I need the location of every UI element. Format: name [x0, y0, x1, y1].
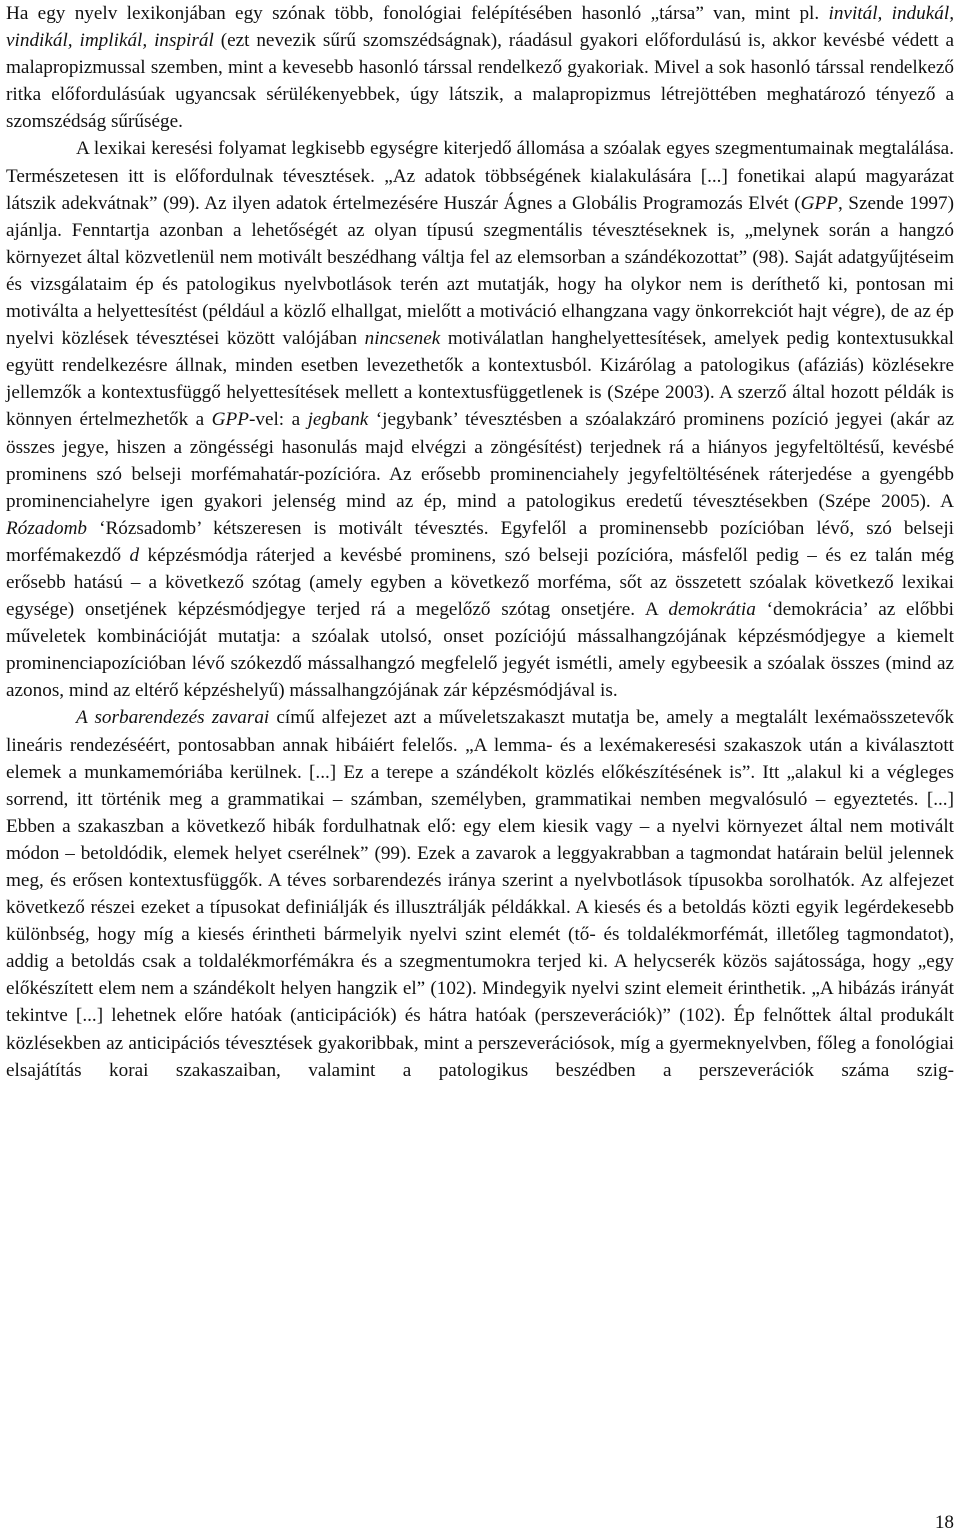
italic-example-word: Rózadomb [6, 517, 88, 539]
text-run: motiválatlan hanghelyettesítések, amelyek pedig kontextusukkal együtt rendelkezésre állnak, minden esetben levezethetők a kontextusból. Kizárólag a patologikus (afáziás) közlésekre jellemzők a kontextusfüggő helyettesítések mellett a kontextusfüggetlenek is (Szépe 2003). A szerző által hozott példák is könnyen értelmezhetők a [6, 328, 954, 431]
italic-term: GPP [800, 192, 838, 214]
text-run: ‘demokrácia’ az előbbi műveletek kombinációját mutatja: a szóalak utolsó, onset pozíciójú mássalhangzójának képzésmódjegye a kiemelt prominenciapozícióban lévő szókezdő mássalhangzó megfelelő jegyét ismétli, amely egybeesik a szóalak összes (mind az azonos, mind az eltérő képzéshelyű) mássalhangzójának zár képzésmódjával is. [6, 599, 954, 702]
italic-subsection-title: A sorbarendezés zavarai [76, 707, 270, 729]
paragraph-malapropism [6, 0, 954, 135]
text-run: A lexikai keresési folyamat legkisebb egységre kiterjedő állomása a szóalak egyes szegmentumainak megtalálása. Természetesen itt is előfordulnak tévesztések. „Az adatok többségének kialakulására [...] fonetikai alapú magyarázat látszik adekvátnak” (99). Az ilyen adatok értelmezésére Huszár Ágnes a Globális Programozás Elvét ( [6, 138, 954, 214]
text-run: -vel: a [248, 409, 308, 431]
text-run: , Szende 1997) ajánlja. Fenntartja azonban a lehetőségét az olyan típusú szegmentális tévesztéseknek is, „melynek során a hangzó környezet által közvetlenül nem motivált beszédhang váltja fel az elemsorban a szándékozottat” (98). Saját adatgyűjtéseim és vizsgálataim ép és patologikus nyelvbotlások terén azt mutatják, hogy ha olykor nem is deríthető ki, pontosan mi motiválta a helyettesítést (például a közlő elhallgat, mielőtt a motiváció elhangzana vagy önkorrekciót hajt végre), de az ép nyelvi közlések tévesztései között valójában [6, 192, 954, 350]
italic-example-word: demokrátia [668, 599, 756, 621]
text-run: (ezt nevezik sűrű szomszédságnak), ráadásul gyakori előfordulású is, akkor kevésbé védett a malapropizmussal szemben, mint a kevesebb hasonló társsal rendelkező gyakoriak. Mivel a sok hasonló társsal rendelkező ritka előfordulásúak ugyancsak sérülékenyebbek, úgy látszik, a malapropizmus létrejöttében meghatározó tényező a szomszédság sűrűsége. [6, 30, 954, 133]
italic-example-words: invitál, indukál, vindikál, implikál, inspirál [6, 3, 954, 52]
text-run: ‘jegybank’ tévesztésben a szóalakzáró prominens pozíció jegyei (akár az összes jegye, hiszen a zöngésségi hasonulás majd elvégzi a zöngésítést) terjednek rá a hiányos jegyfeltöltésű, kevésbé prominens szó belseji morfémahatár-pozícióra. Az erősebb prominenciahely jegyfeltöltésének ráterjedése a gyengébb prominenciahelyre igen gyakori jelenség mind az ép, mind a patologikus eredetű tévesztésekben (Szépe 2005). A [6, 409, 954, 512]
page-number: 18 [934, 1512, 954, 1533]
italic-example-letter: d [129, 544, 140, 566]
paragraph-segment-errors [6, 135, 954, 704]
text-run: ‘Rózsadomb’ kétszeresen is motivált tévesztés. Egyfelől a prominensebb pozícióban lévő, szó belseji morfémakezdő [6, 517, 954, 566]
document-page [6, 0, 954, 1084]
text-run: képzésmódja ráterjed a kevésbé prominens, szó belseji pozícióra, másfelől pedig – és ez talán még erősebb hatású – a következő szótag (amely egyben a következő morféma, sőt az összetett szóalak következő lexikai egysége) onsetjének képzésmódjegye terjed rá a megelőző szótag onsetjére. A [6, 544, 954, 621]
italic-term: GPP [211, 409, 249, 431]
text-run: Ha egy nyelv lexikonjában egy szónak több, fonológiai felépítésében hasonló „társa” van, mint pl. [6, 3, 829, 24]
paragraph-ordering-errors [6, 704, 954, 1083]
text-run: című alfejezet azt a műveletszakaszt mutatja be, amely a megtalált lexémaösszetevők lineáris rendezéséért, pontosabban annak hibáiért felelős. „A lemma- és a lexémakeresési szakaszok után a kiválasztott elemek a munkamemóriába kerülnek. [...] Ez a terepe a szándékolt közlés előkészítésének is”. Itt „alakul ki a végleges sorrend, itt történik meg a grammatikai – számban, személyben, grammatikai nemben megvalósuló – egyeztetés. [...] Ebben a szakaszban a következő hibák fordulhatnak elő: egy elem kiesik vagy – a nyelvi környezet által nem motivált módon – betoldódik, elemek helyet cserélnek” (99). Ezek a zavarok a leggyakrabban a tagmondat határain belül jelennek meg, és erősen kontextusfüggők. A téves sorbarendezés iránya szerint a nyelvbotlások típusokba sorolhatók. Az alfejezet következő részei ezeket a típusokat definiálják és illusztrálják példákkal. A kiesés és a betoldás közti egyik legérdekesebb különbség, hogy míg a kiesés érintheti bármelyik nyelvi szint elemét (tő- és toldalékmorfémát, illetőleg tagmondatot), addig a betoldás csak a toldalékmorfémákra és a szegmentumokra terjed ki. A helycserék közös sajátossága, hogy „egy előkészített elem nem a szándékolt helyen hangzik el” (102). Mindegyik nyelvi szint elemeit érinthetik. „A hibázás irányát tekintve [...] lehetnek előre hatóak (anticipációk) és hátra hatóak (perszeverációk)” (102). Ép felnőttek által produkált közlésekben az anticipációs tévesztések gyakoribbak, mint a perszeverációsok, míg a gyermeknyelvben, főleg a fonológiai elsajátítás korai szakaszaiban, valamint a patologikus beszédben a perszeverációk száma szig- [6, 707, 954, 1081]
italic-example-word: jegbank [307, 409, 369, 431]
italic-emphasis: nincsenek [364, 328, 441, 350]
